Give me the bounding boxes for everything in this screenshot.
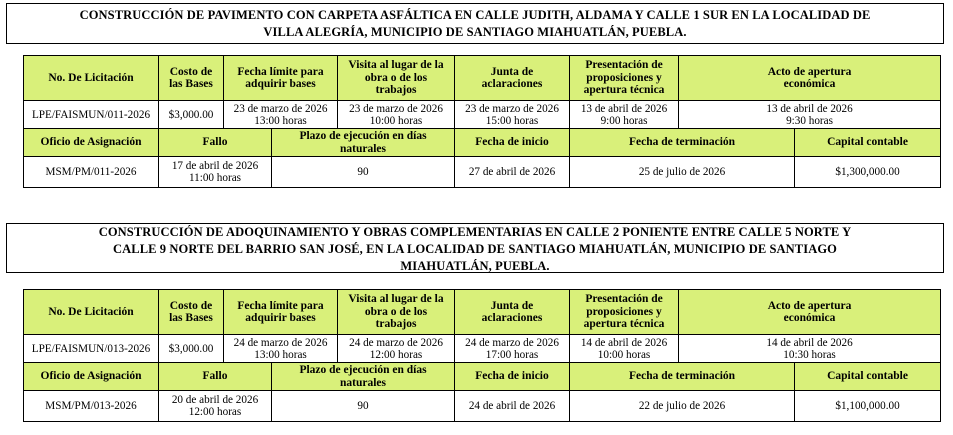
header-row-2 [24,129,941,157]
header-oficio: Oficio de Asignación [24,129,159,157]
project-title-2-line1: CONSTRUCCIÓN DE ADOQUINAMIENTO Y OBRAS COMPLEMENTARIAS EN CALLE 2 PONIENTE ENTRE CALLE 5 NORTE Y [98,225,852,239]
value-junta: 23 de marzo de 2026 15:00 horas [455,101,570,129]
project-title-2-line2: CALLE 9 NORTE DEL BARRIO SAN JOSÉ, EN LA LOCALIDAD DE SANTIAGO MIAHUATLÁN, MUNICIPIO DE SANTIAGO [113,242,837,256]
header-fallo: Fallo [159,363,272,391]
value-fallo: 17 de abril de 2026 11:00 horas [159,157,272,188]
value-visita: 23 de marzo de 2026 10:00 horas [338,101,455,129]
header-presentacion: Presentación de proposiciones y apertura técnica [570,56,679,101]
header-costo: Costo de las Bases [159,290,224,335]
value-acto: 13 de abril de 2026 9:30 horas [679,101,941,129]
header-oficio: Oficio de Asignación [24,363,159,391]
header-visita: Visita al lugar de la obra o de los trabajos [338,290,455,335]
header-capital: Capital contable [795,129,941,157]
value-junta: 24 de marzo de 2026 17:00 horas [455,335,570,363]
project-title-1 [6,3,944,44]
data-row-2 [24,157,941,188]
data-row-1 [24,101,941,129]
value-oficio: MSM/PM/013-2026 [24,391,159,422]
header-acto: Acto de apertura económica [679,56,941,101]
value-licitacion: LPE/FAISMUN/013-2026 [24,335,159,363]
header-licitacion: No. De Licitación [24,290,159,335]
value-licitacion: LPE/FAISMUN/011-2026 [24,101,159,129]
header-plazo: Plazo de ejecución en días naturales [272,363,455,391]
value-fecha-limite: 24 de marzo de 2026 13:00 horas [224,335,338,363]
header-capital: Capital contable [795,363,941,391]
value-costo: $3,000.00 [159,335,224,363]
value-visita: 24 de marzo de 2026 12:00 horas [338,335,455,363]
value-presentacion: 13 de abril de 2026 9:00 horas [570,101,679,129]
value-inicio: 27 de abril de 2026 [455,157,570,188]
value-plazo: 90 [272,391,455,422]
project-title-2 [6,223,944,273]
value-costo: $3,000.00 [159,101,224,129]
header-licitacion: No. De Licitación [24,56,159,101]
header-row-2 [24,363,941,391]
tender-table-1 [23,55,941,188]
header-visita: Visita al lugar de la obra o de los trabajos [338,56,455,101]
value-acto: 14 de abril de 2026 10:30 horas [679,335,941,363]
tender-table-2 [23,289,941,422]
value-capital: $1,100,000.00 [795,391,941,422]
value-fecha-limite: 23 de marzo de 2026 13:00 horas [224,101,338,129]
project-title-1-line1: CONSTRUCCIÓN DE PAVIMENTO CON CARPETA ASFÁLTICA EN CALLE JUDITH, ALDAMA Y CALLE 1 SUR EN LA LOCALIDAD DE [79,8,871,22]
value-terminacion: 25 de julio de 2026 [570,157,795,188]
project-title-2-line3: MIAHUATLÁN, PUEBLA. [400,259,550,273]
value-fallo: 20 de abril de 2026 12:00 horas [159,391,272,422]
header-terminacion: Fecha de terminación [570,129,795,157]
data-row-2 [24,391,941,422]
header-junta: Junta de aclaraciones [455,56,570,101]
value-inicio: 24 de abril de 2026 [455,391,570,422]
value-terminacion: 22 de julio de 2026 [570,391,795,422]
value-capital: $1,300,000.00 [795,157,941,188]
header-plazo: Plazo de ejecución en días naturales [272,129,455,157]
value-plazo: 90 [272,157,455,188]
value-presentacion: 14 de abril de 2026 10:00 horas [570,335,679,363]
header-acto: Acto de apertura económica [679,290,941,335]
header-fecha-limite: Fecha límite para adquirir bases [224,290,338,335]
header-presentacion: Presentación de proposiciones y apertura técnica [570,290,679,335]
header-terminacion: Fecha de terminación [570,363,795,391]
header-costo: Costo de las Bases [159,56,224,101]
header-fecha-limite: Fecha límite para adquirir bases [224,56,338,101]
value-oficio: MSM/PM/011-2026 [24,157,159,188]
header-row-1 [24,290,941,335]
header-inicio: Fecha de inicio [455,363,570,391]
project-title-1-line2: VILLA ALEGRÍA, MUNICIPIO DE SANTIAGO MIAHUATLÁN, PUEBLA. [263,25,687,39]
header-inicio: Fecha de inicio [455,129,570,157]
data-row-1 [24,335,941,363]
header-row-1 [24,56,941,101]
header-junta: Junta de aclaraciones [455,290,570,335]
header-fallo: Fallo [159,129,272,157]
